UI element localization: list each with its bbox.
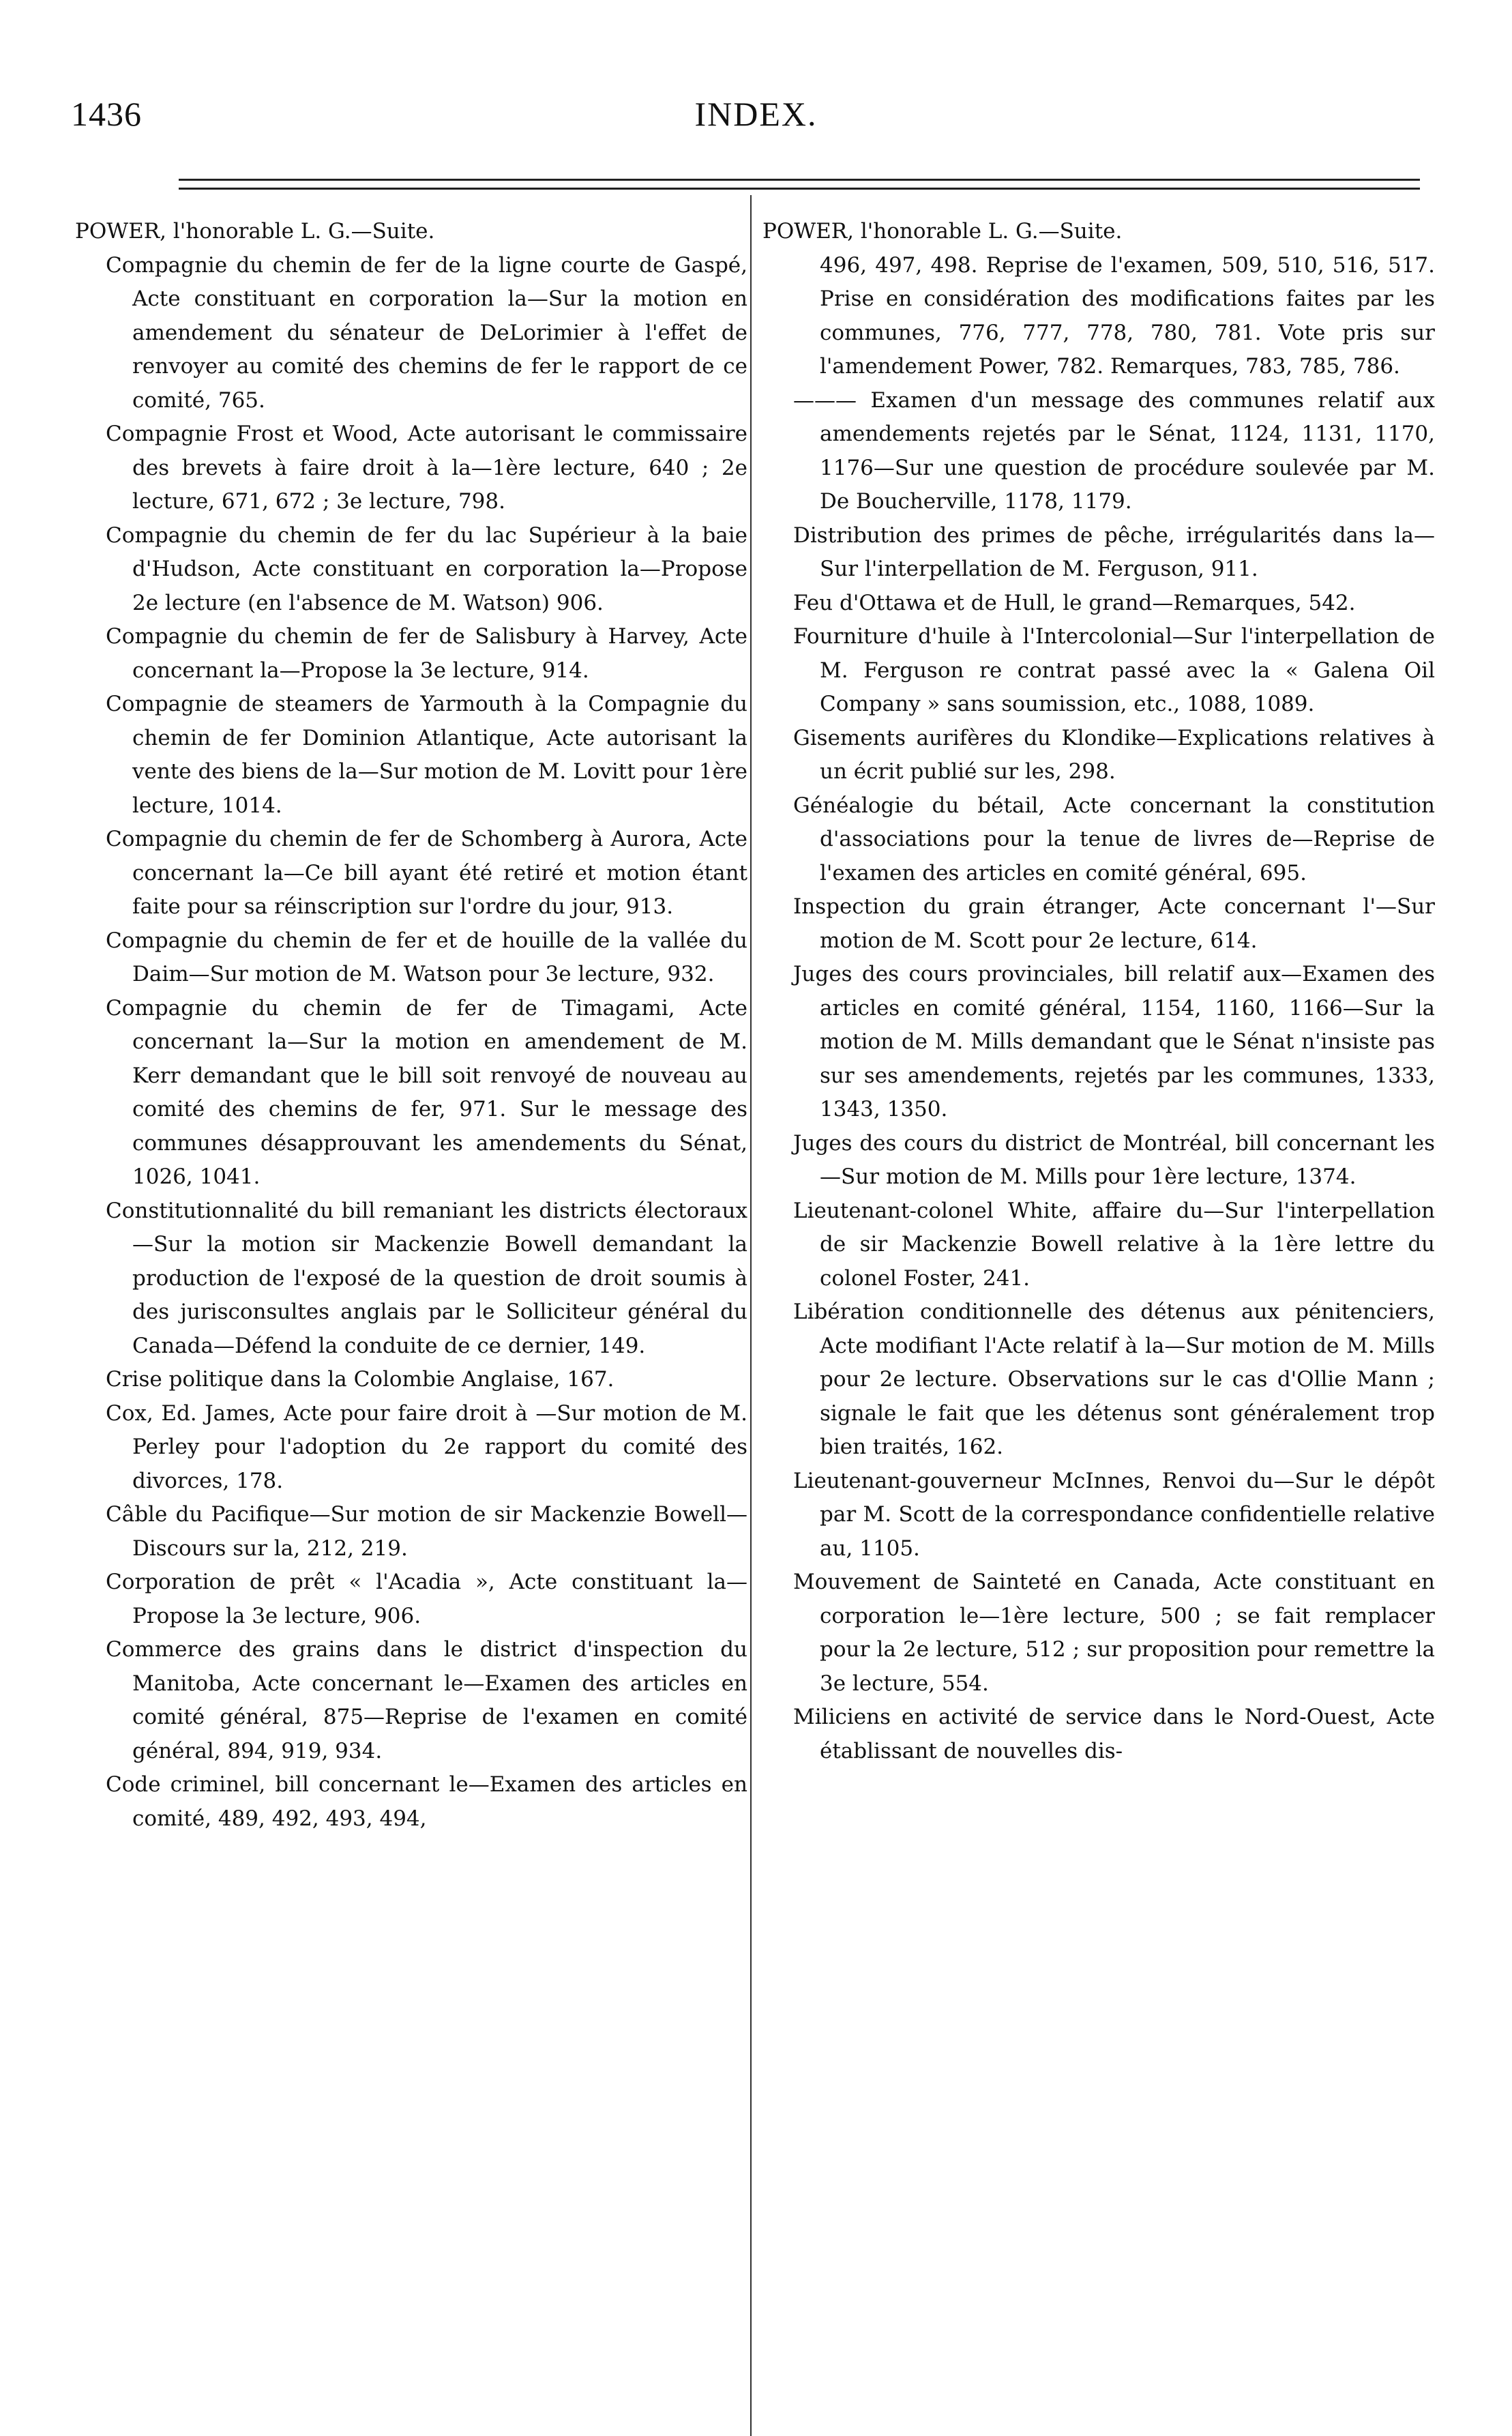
index-entry: Compagnie Frost et Wood, Acte autorisant le commissaire des brevets à faire droit à la—1ère lecture, 640 ; 2e lecture, 671, 672 ; 3e lecture, 798. [106, 422, 747, 514]
index-entry: Cox, Ed. James, Acte pour faire droit à —Sur motion de M. Perley pour l'adoption du 2e rapport du comité des divorces, 178. [106, 1400, 747, 1493]
right-column [762, 215, 1435, 1768]
index-entry: Distribution des primes de pêche, irrégularités dans la—Sur l'interpellation de M. Ferguson, 911. [793, 523, 1435, 581]
index-entry: Inspection du grain étranger, Acte concernant l'—Sur motion de M. Scott pour 2e lecture, 614. [793, 894, 1435, 953]
index-entry: Lieutenant-colonel White, affaire du—Sur l'interpellation de sir Mackenzie Bowell relative à la 1ère lettre du colonel Foster, 241. [793, 1198, 1435, 1291]
index-entry: Juges des cours provinciales, bill relatif aux—Examen des articles en comité général, 1154, 1160, 1166—Sur la motion de M. Mills demandant que le Sénat n'insiste pas sur ses amendements, rejetés par les communes, 1333, 1343, 1350. [793, 962, 1435, 1121]
index-entry: Compagnie du chemin de fer de Timagami, Acte concernant la—Sur la motion en amendement de M. Kerr demandant que le bill soit renvoyé de nouveau au comité des chemins de fer, 971. Sur le message des communes désapprouvant les amendements du Sénat, 1026, 1041. [106, 995, 747, 1189]
running-head: INDEX. [694, 95, 818, 133]
index-entry: Corporation de prêt « l'Acadia », Acte constituant la—Propose la 3e lecture, 906. [106, 1570, 747, 1628]
index-entry: Compagnie du chemin de fer et de houille de la vallée du Daim—Sur motion de M. Watson pour 3e lecture, 932. [106, 928, 747, 986]
index-entry: Libération conditionnelle des détenus aux pénitenciers, Acte modifiant l'Acte relatif à la—Sur motion de M. Mills pour 2e lecture. Observations sur le cas d'Ollie Mann ; signale le fait que les détenus sont généralement trop bien traités, 162. [793, 1300, 1435, 1459]
index-entry: Compagnie du chemin de fer de Schomberg à Aurora, Acte concernant la—Ce bill ayant été retiré et motion étant faite pour sa réinscription sur l'ordre du jour, 913. [106, 827, 747, 919]
left-column [75, 215, 747, 1836]
index-entry: Compagnie du chemin de fer de la ligne courte de Gaspé, Acte constituant en corporation la—Sur la motion en amendement du sénateur de DeLorimier à l'effet de renvoyer au comité des chemins de fer le rapport de ce comité, 765. [106, 252, 747, 413]
index-entry-continuation: 496, 497, 498. Reprise de l'examen, 509, 510, 516, 517. Prise en considération des modifications faites par les communes, 776, 777, 778, 780, 781. Vote pris sur l'amendement Power, 782. Remarques, 783, 785, 786. [820, 252, 1435, 379]
index-entry: Compagnie du chemin de fer de Salisbury à Harvey, Acte concernant la—Propose la 3e lecture, 914. [106, 624, 747, 683]
index-entry: ——— Examen d'un message des communes relatif aux amendements rejetés par le Sénat, 1124, 1131, 1170, 1176—Sur une question de procédure soulevée par M. De Boucherville, 1178, 1179. [793, 387, 1435, 514]
index-entry: Généalogie du bétail, Acte concernant la constitution d'associations pour la tenue de livres de—Reprise de l'examen des articles en comité général, 695. [793, 793, 1435, 885]
index-entry: Gisements aurifères du Klondike—Explications relatives à un écrit publié sur les, 298. [793, 725, 1435, 784]
index-entry: Juges des cours du district de Montréal, bill concernant les—Sur motion de M. Mills pour 1ère lecture, 1374. [793, 1130, 1435, 1189]
page-number: 1436 [71, 95, 142, 133]
index-entry: Miliciens en activité de service dans le Nord-Ouest, Acte établissant de nouvelles dis- [793, 1705, 1435, 1763]
index-entry: Code criminel, bill concernant le—Examen des articles en comité, 489, 492, 493, 494, [106, 1772, 747, 1831]
header-rule-top [179, 179, 1420, 181]
right-column-heading: POWER, l'honorable L. G.—Suite. [762, 219, 1123, 244]
index-entry: Constitutionnalité du bill remaniant les districts électoraux—Sur la motion sir Mackenzie Bowell demandant la production de l'exposé de la question de droit soumis à des jurisconsultes anglais par le Solliciteur général du Canada—Défend la conduite de ce dernier, 149. [106, 1198, 747, 1358]
column-divider [750, 195, 752, 2436]
index-entry: Fourniture d'huile à l'Intercolonial—Sur l'interpellation de M. Ferguson re contrat passé avec la « Galena Oil Company » sans soumission, etc., 1088, 1089. [793, 624, 1435, 716]
index-entry: Crise politique dans la Colombie Anglaise, 167. [106, 1367, 614, 1392]
header-rule-bottom [179, 188, 1420, 190]
index-entry: Commerce des grains dans le district d'inspection du Manitoba, Acte concernant le—Examen des articles en comité général, 875—Reprise de l'examen en comité général, 894, 919, 934. [106, 1637, 747, 1763]
left-column-heading: POWER, l'honorable L. G.—Suite. [75, 219, 435, 244]
index-entry: Mouvement de Sainteté en Canada, Acte constituant en corporation le—1ère lecture, 500 ; se fait remplacer pour la 2e lecture, 512 ; sur proposition pour remettre la 3e lecture, 554. [793, 1570, 1435, 1696]
index-entry: Compagnie de steamers de Yarmouth à la Compagnie du chemin de fer Dominion Atlantique, Acte autorisant la vente des biens de la—Sur motion de M. Lovitt pour 1ère lecture, 1014. [106, 692, 747, 818]
index-entry: Câble du Pacifique—Sur motion de sir Mackenzie Bowell—Discours sur la, 212, 219. [106, 1502, 747, 1561]
index-entry: Compagnie du chemin de fer du lac Supérieur à la baie d'Hudson, Acte constituant en corporation la—Propose 2e lecture (en l'absence de M. Watson) 906. [106, 523, 747, 615]
index-entry: Feu d'Ottawa et de Hull, le grand—Remarques, 542. [793, 590, 1356, 615]
index-entry: Lieutenant-gouverneur McInnes, Renvoi du—Sur le dépôt par M. Scott de la correspondance confidentielle relative au, 1105. [793, 1468, 1435, 1561]
